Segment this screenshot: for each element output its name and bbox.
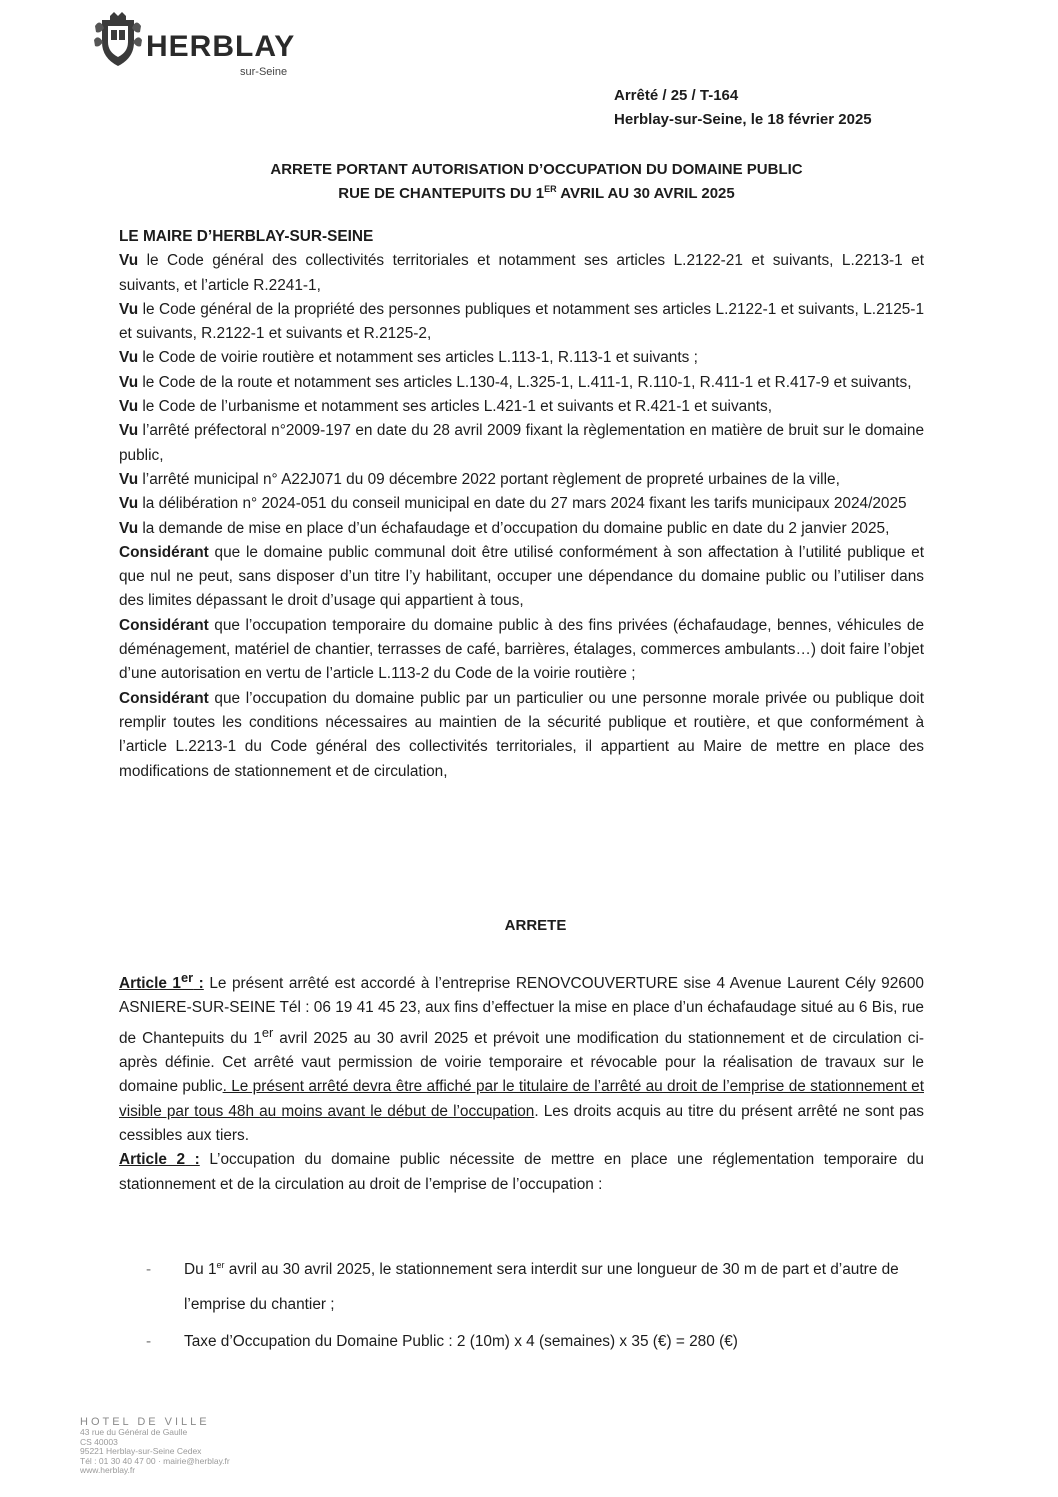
visa-lead: Vu [119, 422, 139, 440]
visa-paragraph [119, 541, 924, 614]
city-crest-icon [92, 12, 144, 70]
visa-paragraph [119, 614, 924, 687]
visa-paragraph [119, 419, 924, 468]
bullet-dash: - [146, 1261, 152, 1278]
footer-line: CS 40003 [80, 1436, 118, 1447]
visa-paragraph [119, 298, 924, 347]
article-1-text-cont: avril 2025 au 30 avril 2025 et prévoit une modification du stationnement et de circulation ci-après définie. Cet arrêté vaut permission de voirie temporaire et révocable pour la réalisation de travaux sur le domaine public [119, 1029, 924, 1096]
maire-heading: LE MAIRE D’HERBLAY-SUR-SEINE [119, 228, 374, 245]
visa-text: le Code de voirie routière et notamment ses articles L.113-1, R.113-1 et suivants ; [138, 349, 698, 367]
article-1-underlined: . Le présent arrêté devra être affiché par le titulaire de l’arrêté au droit de l’emprise de stationnement et visible par tous 48h au moins avant le début de l’occupation [119, 1078, 924, 1120]
visa-paragraph [119, 517, 924, 541]
visa-paragraph [119, 346, 924, 370]
article-1-text-end: . Les droits acquis au titre du présent arrêté ne sont pas cessibles aux tiers. [119, 1102, 924, 1145]
footer-line: 43 rue du Général de Gaulle [80, 1427, 188, 1437]
herblay-logo [92, 12, 332, 78]
article-1-sup: er [261, 1024, 274, 1040]
footer-address [80, 1416, 340, 1476]
preamble [119, 225, 924, 784]
article-2-bullets [146, 1252, 926, 1354]
article-1-label: Article 1er : [119, 970, 204, 993]
bullet-tax: - Taxe d’Occupation du Domaine Public : 2 (10m) x 4 (semaines) x 35 (€) = 280 (€) [146, 1330, 926, 1354]
visa-lead: Considérant [119, 689, 209, 707]
title-line-2-start: RUE DE CHANTEPUITS DU 1 [338, 185, 545, 202]
visa-lead: Vu [119, 349, 139, 367]
bullet-parking: - Du 1er avril au 30 avril 2025, le stationnement sera interdit sur une longueur de 30 m de part et d’autre de l’emprise du chantier ; [146, 1252, 926, 1322]
footer-line: www.herblay.fr [80, 1465, 136, 1475]
visa-text: l’arrêté municipal n° A22J071 du 09 décembre 2022 portant règlement de propreté urbaines de la ville, [138, 470, 840, 488]
title-line-2 [120, 182, 953, 206]
visa-lead: Considérant [119, 543, 209, 561]
visa-paragraph [119, 395, 924, 419]
visa-text: l’arrêté préfectoral n°2009-197 en date du 28 avril 2009 fixant la règlementation en matière de bruit sur le domaine public, [119, 422, 924, 464]
article-2-text: L’occupation du domaine public nécessite de mettre en place une réglementation temporaire du stationnement et de la circulation au droit de l’emprise de l’occupation : [119, 1151, 924, 1193]
visa-lead: Vu [119, 300, 139, 318]
reference-block [614, 84, 872, 132]
visa-text: le Code général des collectivités territoriales et notamment ses articles L.2122-21 et suivants, L.2213-1 et suivants, et l’article R.2241-1, [119, 252, 924, 294]
place-date: Herblay-sur-Seine, le 18 février 2025 [614, 111, 872, 128]
title-line-1: ARRETE PORTANT AUTORISATION D’OCCUPATION DU DOMAINE PUBLIC [270, 161, 803, 178]
article-2 [119, 1148, 924, 1197]
visa-lead: Vu [119, 373, 139, 391]
articles [119, 966, 924, 1197]
article-2-label: Article 2 : [119, 1151, 200, 1169]
logo-subtitle: sur-Seine [240, 66, 288, 78]
arrete-number: Arrêté / 25 / T-164 [614, 87, 739, 104]
visa-text: que l’occupation temporaire du domaine public à des fins privées (échafaudage, bennes, véhicules de déménagement, matériel de chantier, terrasses de café, barrières, étalages, commerces ambulants…) doit faire l’objet d’une autorisation en vertu de l’article L.113-2 du Code de la voirie routière ; [119, 616, 924, 683]
logo-title: HERBLAY [146, 30, 296, 63]
title-line-2-sup: ER [544, 184, 557, 194]
visa-text: que le domaine public communal doit être utilisé conformément à son affectation à l’utilité publique et que nul ne peut, sans disposer d’un titre l’y habilitant, occuper une dépendance du domaine public ou l’utiliser dans des limites dépassant le droit d’usage qui appartient à tous, [119, 543, 924, 610]
visa-lead: Vu [119, 398, 139, 416]
visa-paragraph [119, 492, 924, 516]
visa-text: le Code général de la propriété des personnes publiques et notamment ses articles L.2122-1 et suivants, L.2125-1 et suivants, R.2122-1 et suivants et R.2125-2, [119, 300, 924, 343]
bullet-dash: - [146, 1333, 152, 1350]
visa-paragraph [119, 687, 924, 784]
visa-lead: Vu [119, 495, 139, 513]
visa-text: que l’occupation du domaine public par un particulier ou une personne morale privée ou publique doit remplir toutes les conditions nécessaires au maintien de la sécurité publique et routière, et que conformément à l’article L.2213-1 du Code général des collectivités territoriales, il appartient au Maire de mettre en place des modifications de stationnement et de circulation, [119, 689, 924, 780]
article-1 [119, 966, 924, 1148]
visa-text: le Code de l’urbanisme et notamment ses articles L.421-1 et suivants et R.421-1 et suivants, [138, 398, 773, 416]
visas-list [119, 249, 924, 784]
visa-lead: Vu [119, 519, 139, 537]
visa-text: la demande de mise en place d’un échafaudage et d’occupation du domaine public en date du 2 janvier 2025, [138, 519, 890, 537]
title-line-2-end: AVRIL AU 30 AVRIL 2025 [556, 185, 735, 202]
article-1-text: Le présent arrêté est accordé à l’entreprise RENOVCOUVERTURE sise 4 Avenue Laurent Cély 92600 ASNIERE-SUR-SEINE Tél : 06 19 41 45 23, aux fins d’effectuer la mise en place d’un échafaudage situé au 6 Bis, rue de Chantepuits du 1 [119, 975, 924, 1047]
visa-text: la délibération n° 2024-051 du conseil municipal en date du 27 mars 2024 fixant les tarifs municipaux 2024/2025 [138, 495, 907, 513]
visa-lead: Vu [119, 470, 139, 488]
visa-paragraph [119, 249, 924, 298]
footer-line: Tél : 01 30 40 47 00 · mairie@herblay.fr [80, 1455, 230, 1466]
document-title [120, 158, 953, 206]
footer-title: HOTEL DE VILLE [80, 1416, 210, 1428]
visa-paragraph [119, 468, 924, 492]
visa-text: le Code de la route et notamment ses articles L.130-4, L.325-1, L.411-1, R.110-1, R.411-1 et R.417-9 et suivants, [138, 373, 912, 391]
visa-lead: Vu [119, 252, 139, 270]
visa-lead: Considérant [119, 616, 209, 634]
visa-paragraph [119, 371, 924, 395]
arrete-heading: ARRETE [504, 917, 567, 934]
footer-line: 95221 Herblay-sur-Seine Cedex [80, 1446, 202, 1456]
